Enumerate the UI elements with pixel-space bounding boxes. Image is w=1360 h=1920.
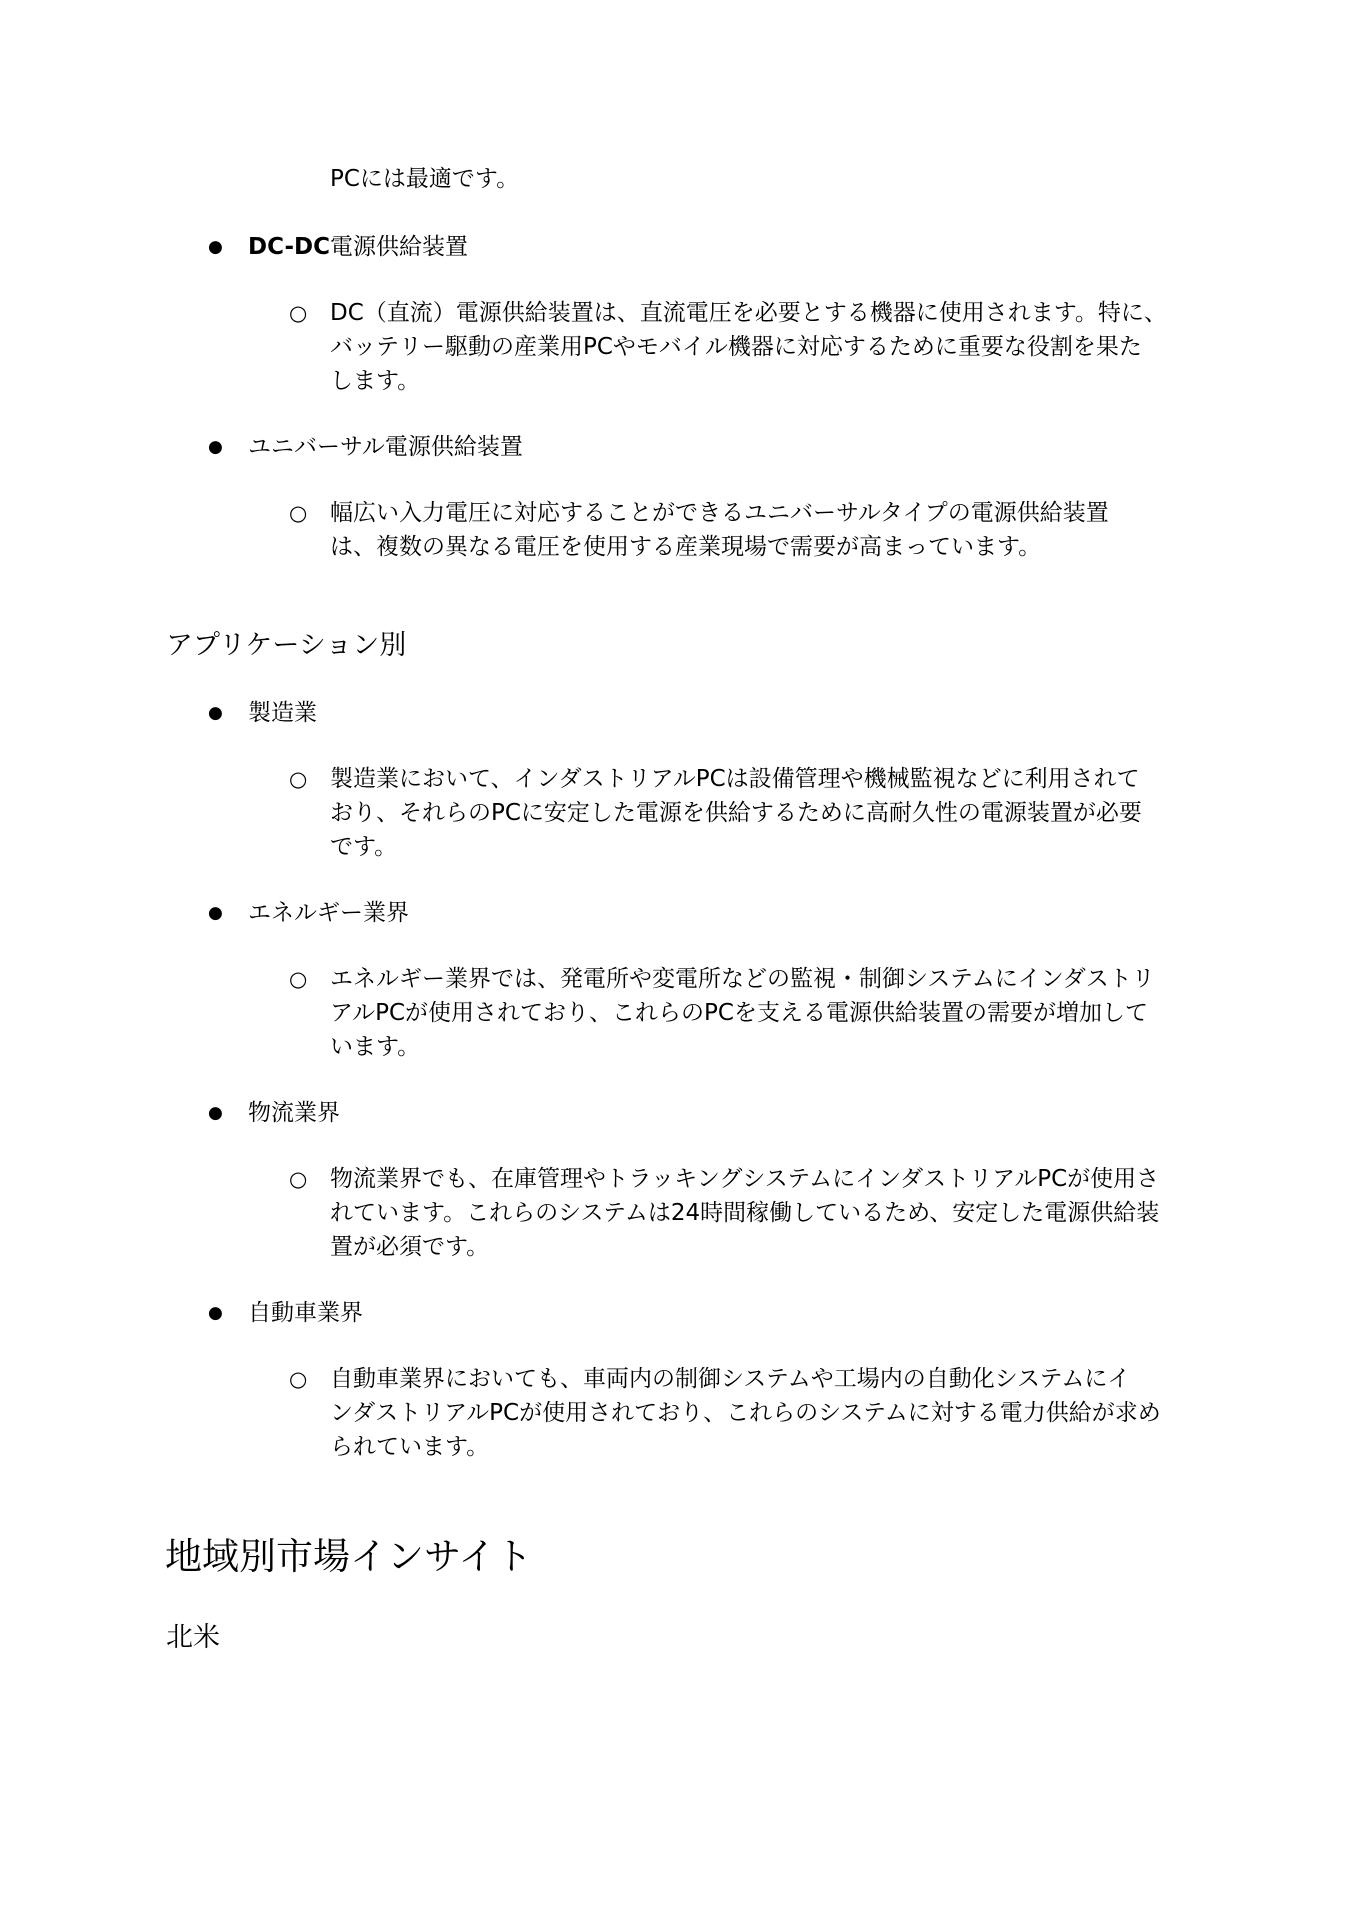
sub-bullet-marker: ○ [289, 967, 308, 991]
list-item-title: ユニバーサル電源供給装置 [248, 434, 523, 460]
sub-bullet-marker: ○ [289, 767, 308, 791]
bullet-marker: ● [208, 237, 223, 257]
list-item-desc-line: DC（直流）電源供給装置は、直流電圧を必要とする機器に使用されます。特に、 [330, 300, 1167, 326]
list-item-title: 物流業界 [248, 1100, 340, 1126]
section-heading-large: 地域別市場インサイト [165, 1535, 533, 1578]
sub-bullet-marker: ○ [289, 1167, 308, 1191]
sub-bullet-marker: ○ [289, 301, 308, 325]
list-item-desc-line: 自動車業界においても、車両内の制御システムや工場内の自動化システムにイ [330, 1366, 1131, 1392]
list-item-desc-line: います。 [330, 1034, 421, 1060]
subsection-heading: 北米 [166, 1622, 220, 1653]
bullet-marker: ● [208, 1103, 223, 1123]
list-item-desc-line: られています。 [330, 1434, 490, 1460]
list-item-title: エネルギー業界 [248, 900, 409, 926]
list-item-title [248, 230, 468, 264]
list-item-desc-line: れています。これらのシステムは24時間稼働しているため、安定した電源供給装 [330, 1200, 1160, 1226]
continuation-text: PCには最適です。 [330, 166, 520, 192]
bullet-marker: ● [208, 703, 223, 723]
list-item-title: 製造業 [248, 700, 317, 726]
list-item-desc-line: バッテリー駆動の産業用PCやモバイル機器に対応するために重要な役割を果た [330, 334, 1142, 360]
list-item-desc-line: エネルギー業界では、発電所や変電所などの監視・制御システムにインダストリ [330, 966, 1155, 992]
sub-bullet-marker: ○ [289, 1367, 308, 1391]
list-item-desc-line: です。 [330, 834, 398, 860]
list-item-desc-line: します。 [330, 368, 421, 394]
list-item-title-bold: DC-DC [248, 234, 331, 260]
list-item-desc-line: 置が必須です。 [330, 1234, 490, 1260]
list-item-desc-line: 製造業において、インダストリアルPCは設備管理や機械監視などに利用されて [330, 766, 1140, 792]
list-item-desc-line: は、複数の異なる電圧を使用する産業現場で需要が高まっています。 [330, 534, 1042, 560]
list-item-desc-line: ンダストリアルPCが使用されており、これらのシステムに対する電力供給が求め [330, 1400, 1161, 1426]
list-item-desc-line: アルPCが使用されており、これらのPCを支える電源供給装置の需要が増加して [330, 1000, 1148, 1026]
bullet-marker: ● [208, 903, 223, 923]
list-item-desc-line: 物流業界でも、在庫管理やトラッキングシステムにインダストリアルPCが使用さ [330, 1166, 1160, 1192]
bullet-marker: ● [208, 1303, 223, 1323]
section-heading: アプリケーション別 [166, 630, 407, 661]
list-item-desc-line: 幅広い入力電圧に対応することができるユニバーサルタイプの電源供給装置 [330, 500, 1109, 526]
bullet-marker: ● [208, 437, 223, 457]
sub-bullet-marker: ○ [289, 501, 308, 525]
list-item-desc-line: おり、それらのPCに安定した電源を供給するために高耐久性の電源装置が必要 [330, 800, 1142, 826]
list-item-title: 自動車業界 [248, 1300, 363, 1326]
list-item-title-rest: 電源供給装置 [330, 234, 469, 260]
